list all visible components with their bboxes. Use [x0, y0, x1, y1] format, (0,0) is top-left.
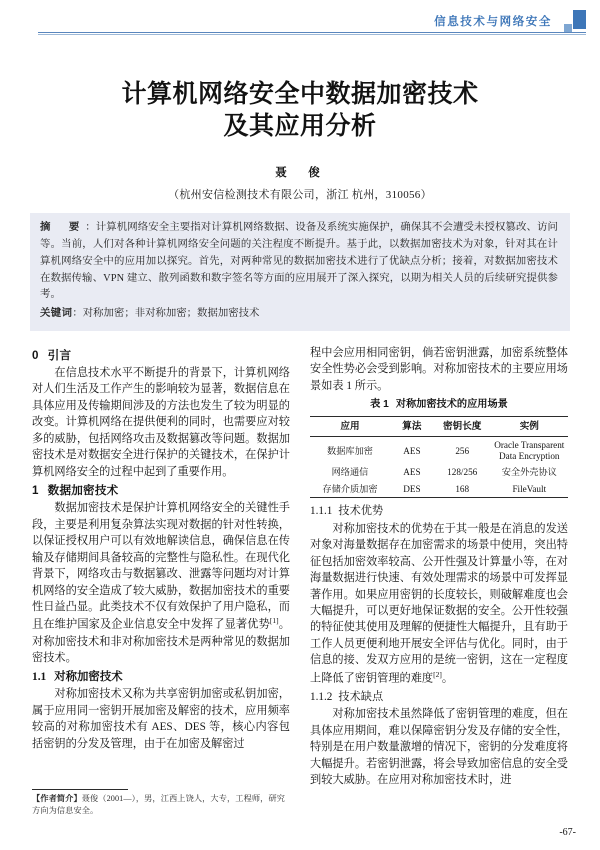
table-header-example: 实例: [491, 417, 568, 437]
paragraph-encryption-tech-tail: 。对称加密技术和非对称加密技术是两种常见的数据加密技术。: [32, 619, 290, 665]
footnote-label: 【作者简介】: [32, 794, 82, 803]
cell-key-length: 168: [434, 481, 491, 498]
footnote-body: 聂俊（2001—），男，江西上饶人，大专，工程师，研究方向为信息安全。: [32, 794, 286, 815]
page-title: [40, 78, 560, 142]
section-title-1: 数据加密技术: [47, 484, 119, 498]
cell-example-line1: Oracle Transparent: [494, 439, 565, 450]
keywords-label: 关键词: [40, 308, 73, 320]
section-title-1-1-1: 技术优势: [338, 505, 384, 518]
section-heading-1-1-1: [310, 503, 568, 519]
section-number-1-1-2: 1.1.2: [310, 691, 333, 704]
section-title-1-1: 对称加密技术: [54, 670, 123, 683]
abstract-body: ：计算机网络安全主要指对计算机网络数据、设备及系统实施保护，确保其不会遭受未授权篡改、访问等。当前，人们对各种计算机网络安全问题的关注程度不断提升。基于此，以数据加密技术为对象，针对其在计算机网络安全中的应用加以探究。首先，对两种常见的数据加密技术进行了优缺点分析；接着，对数据加密技术在数据传输、VPN 建立、散列函数和数字签名等方面的应用展开了深入探究，以期为相关人员的后续研究提供参考。: [40, 222, 559, 301]
footnote-text: [32, 793, 290, 817]
cell-example: 安全外壳协议: [501, 467, 557, 478]
table-row: [310, 481, 568, 498]
paragraph-advantages: [310, 521, 568, 687]
page-title-line1: 计算机网络安全中数据加密技术: [121, 80, 479, 108]
author-affiliation: （杭州安信检测技术有限公司，浙江 杭州，310056）: [168, 189, 432, 201]
cell-key-length: 128/256: [447, 467, 478, 478]
section-heading-1: [32, 482, 290, 499]
cell-example: [491, 437, 568, 465]
paragraph-symmetric-encryption: 对称加密技术又称为共享密钥加密或私钥加密，属于应用同一密钥开展加密及解密的技术，应用频率较高的对称加密技术有 AES、DES 等，核心内容包括密钥的分发及管理，由于在加密及解密过: [32, 688, 290, 750]
table-header-algorithm: 算法: [390, 417, 434, 437]
journal-mark-icon: [564, 10, 586, 34]
abstract-box: [30, 213, 570, 331]
running-head: [0, 0, 600, 44]
section-number-1-1: 1.1: [32, 670, 47, 683]
symmetric-encryption-scenarios-table: [310, 416, 568, 498]
cell-algorithm: DES: [390, 481, 434, 498]
table-caption: [310, 398, 568, 413]
section-title-0: 引言: [47, 349, 72, 362]
section-number-1-1-1: 1.1.1: [310, 505, 333, 518]
table-header-row: [310, 417, 568, 437]
page-number: -67-: [559, 827, 576, 838]
title-block: [40, 78, 560, 202]
table-caption-number: 表 1: [370, 399, 389, 411]
section-heading-0: [32, 347, 290, 364]
reference-marker-1: [1]: [269, 616, 279, 626]
footnote-rule: [32, 789, 128, 790]
section-number-1: 1: [32, 484, 39, 498]
paragraph-encryption-tech: [32, 500, 290, 666]
cell-example: FileVault: [491, 481, 568, 498]
paragraph-symmetric-continued: 程中会应用相同密钥，倘若密钥泄露，加密系统整体安全性势必会受到影响。对称加密技术的主要应用场景如表 1 所示。: [310, 347, 568, 392]
cell-algorithm: AES: [403, 445, 421, 456]
table-row: [310, 465, 568, 481]
cell-application: 数据库加密: [327, 445, 373, 456]
section-heading-1-1: [32, 669, 290, 686]
cell-algorithm: AES: [403, 467, 421, 478]
running-head-title: 信息技术与网络安全: [434, 16, 552, 28]
paragraph-encryption-tech-main: 数据加密技术是保护计算机网络安全的关键性手段，主要是利用复杂算法实现对数据的针对性转换，以保证授权用户可以有效地解读信息，确保信息在传输及存储期间具备较高的完整性与隐私性。在现代化背景下，网络攻击与数据篡改、泄露等问题均对计算机网络的安全造成了较大威胁，数据加密技术的重要性日益凸显。此类技术不仅有效保护了用户隐私，而且在维护国家及企业信息安全中发挥了显著优势: [32, 502, 290, 632]
paragraph-intro: 在信息技术水平不断提升的背景下，计算机网络对人们生活及工作产生的影响较为显著，数据信息在具体应用及传输期间涉及的方法也发生了较为明显的改变。计算机网络在提供便利的同时，也需要应对较多的威胁，包括网络攻击及数据篡改等问题。数据加密技术是对数据安全进行保护的关键技术，在保护计算机网络安全的过程中起到了重要作用。: [32, 367, 290, 478]
cell-key-length: 256: [455, 445, 470, 456]
author-name: 聂 俊: [275, 167, 325, 179]
cell-application: 网络通信: [331, 467, 369, 478]
reference-marker-2: [2]: [433, 669, 442, 679]
abstract-paragraph: [40, 220, 558, 304]
section-number-0: 0: [32, 349, 39, 362]
table-caption-text: 对称加密技术的应用场景: [395, 399, 508, 411]
paragraph-advantages-tail: 。: [441, 672, 454, 685]
section-title-1-1-2: 技术缺点: [338, 691, 384, 704]
keywords-line: [40, 306, 558, 323]
cell-example-line2: Data Encryption: [499, 451, 560, 462]
paragraph-disadvantages: 对称加密技术虽然降低了密钥管理的难度，但在具体应用期间，难以保障密钥分发及存储的安全性，特别是在用户数量激增的情况下，密钥的分发难度将大幅提升。若密钥泄露，将会导致加密信息的安全受到较大威胁。在应用对称加密技术时，进: [310, 708, 568, 787]
page-title-line2: 及其应用分析: [223, 112, 377, 140]
table-header-key-length: 密钥长度: [434, 417, 491, 437]
body-column-left: [32, 345, 290, 752]
paragraph-advantages-main: 对称加密技术的优势在于其一般是在消息的发送对象对海量数据存在加密需求的场景中使用，突出特征包括加密效率较高、公开性强及计算量小等，在对海量数据进行快速、有效处理需求的场景中可发挥显著作用。如果应用密钥的长度较长，则破解难度也会大幅提升，可以更好地保证数据的安全。公开性较强的特征使其使用及理解的便捷性大幅提升，且有助于工作人员更便利地开展安全评估与优化。同时，由于信息的接、发双方应用的是统一密钥，这在一定程度上降低了密钥管理的难度: [310, 522, 568, 685]
cell-application: 存储介质加密: [310, 481, 390, 498]
running-head-rule: [38, 32, 586, 35]
keywords-body: ：对称加密；非对称加密；数据加密技术: [72, 308, 260, 320]
abstract-label: 摘 要: [40, 222, 84, 233]
author-biography-footnote: [32, 789, 290, 817]
section-heading-1-1-2: [310, 689, 568, 705]
table-row: [310, 437, 568, 465]
body-column-right: [310, 345, 568, 789]
table-header-application: 应用: [310, 417, 390, 437]
